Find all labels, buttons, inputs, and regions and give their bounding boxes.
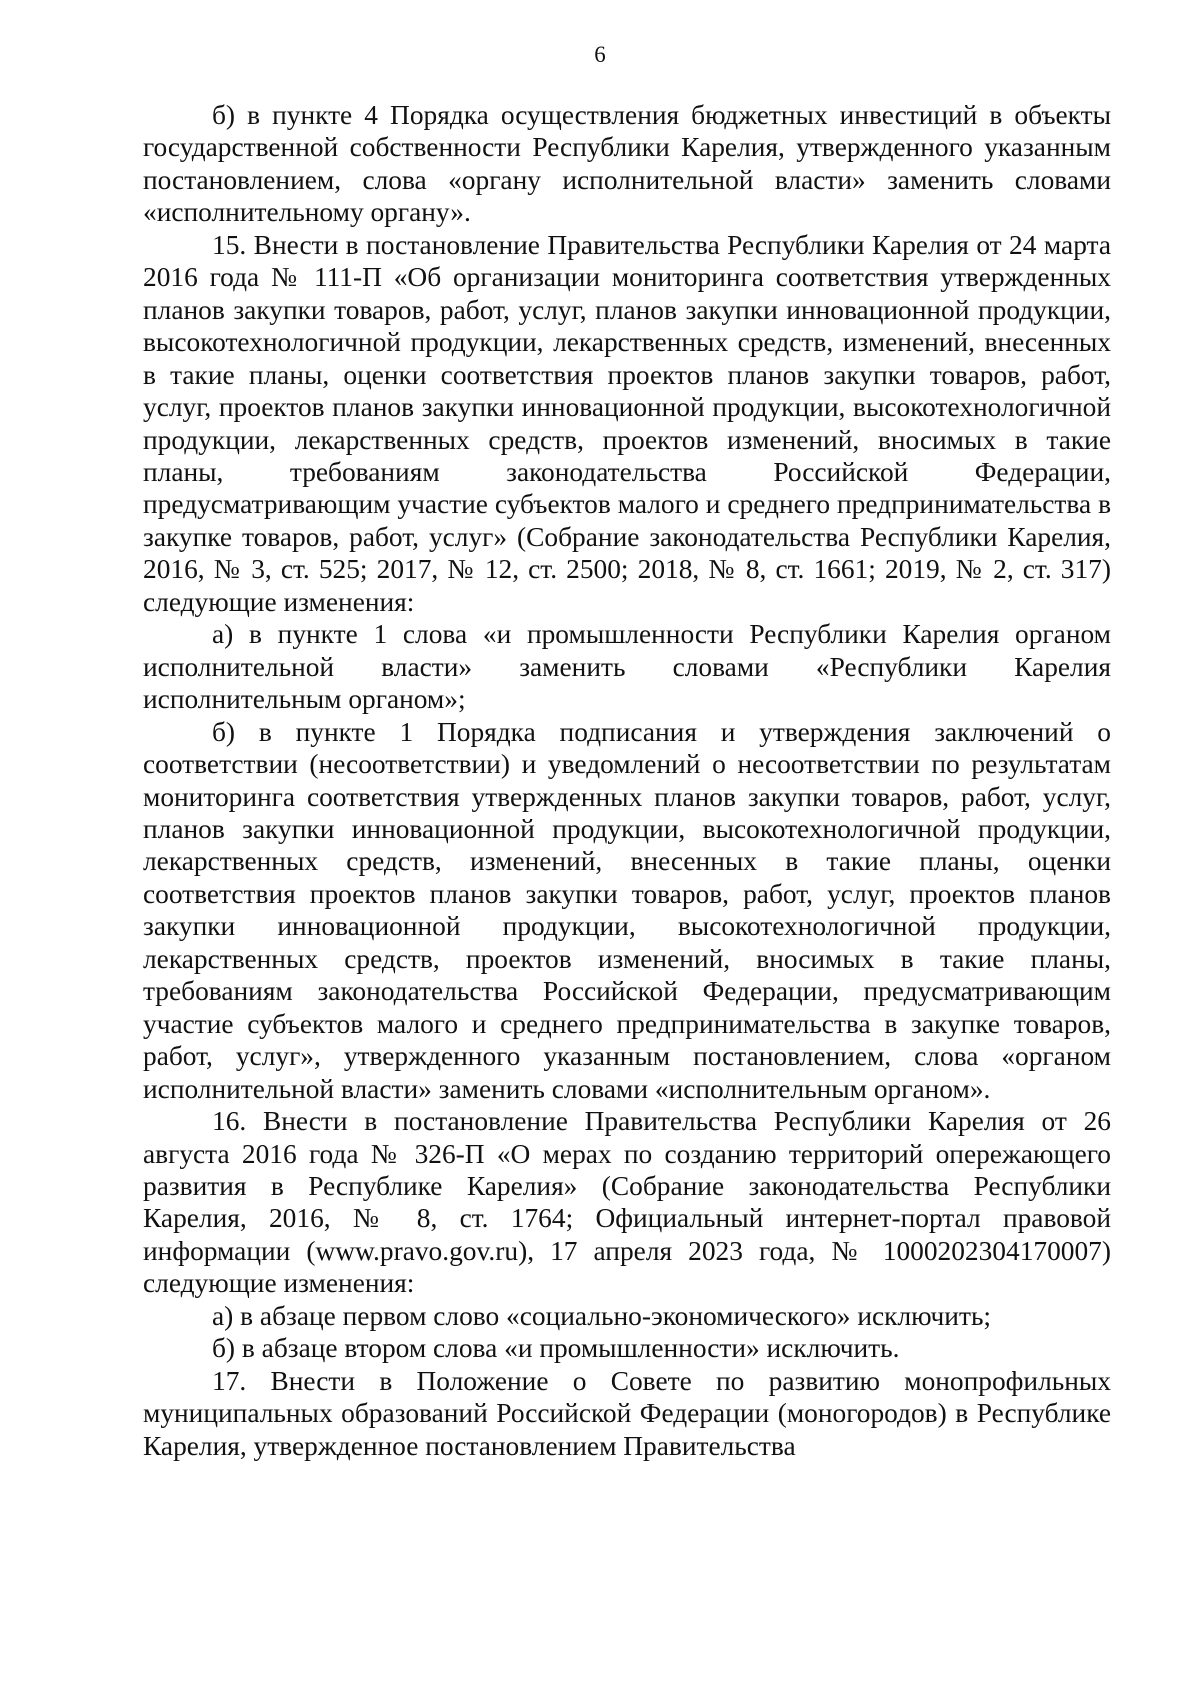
paragraph-16a: а) в абзаце первом слово «социально-экономического» исключить; [212,1300,992,1331]
paragraph-16-intro: 16. Внести в постановление Правительства Республики Карелия от 26 августа 2016 года № 326-П «О мерах по созданию территорий опережающего развития в Республике Карелия» (Собрание законодательства Республики Карелия, 2016, № 8, ст. 1764; Официальный интернет-портал правовой информации (www.pravo.gov.ru), 17 апреля 2023 года, № 1000202304170007) следующие изменения: [143,1106,1111,1299]
paragraph-14b-budget-investments: б) в пункте 4 Порядка осуществления бюджетных инвестиций в объекты государственной собственности Республики Карелия, утвержденного указанным постановлением, слова «органу исполнительной власти» заменить словами «исполнительному органу». [143,100,1111,228]
paragraph-15b: б) в пункте 1 Порядка подписания и утверждения заключений о соответствии (несоответствии) и уведомлений о несоответствии по результатам мониторинга соответствия утвержденных планов закупки товаров, работ, услуг, планов закупки инновационной продукции, высокотехнологичной продукции, лекарственных средств, изменений, внесенных в такие планы, оценки соответствия проектов планов закупки товаров, работ, услуг, проектов планов закупки инновационной продукции, высокотехнологичной продукции, лекарственных средств, проектов изменений, вносимых в такие планы, требованиям законодательства Российской Федерации, предусматривающим участие субъектов малого и среднего предпринимательства в закупке товаров, работ, услуг», утвержденного указанным постановлением, слова «органом исполнительной власти» заменить словами «исполнительным органом». [143,716,1111,1104]
paragraph-15a: а) в пункте 1 слова «и промышленности Республики Карелия органом исполнительной власти» заменить словами «Республики Карелия исполнительным органом»; [143,619,1111,715]
document-body [143,99,1111,1462]
page-number: 6 [594,42,606,67]
paragraph-15-intro: 15. Внести в постановление Правительства Республики Карелия от 24 марта 2016 года № 111-П «Об организации мониторинга соответствия утвержденных планов закупки товаров, работ, услуг, планов закупки инновационной продукции, высокотехнологичной продукции, лекарственных средств, изменений, внесенных в такие планы, оценки соответствия проектов планов закупки товаров, работ, услуг, проектов планов закупки инновационной продукции, высокотехнологичной продукции, лекарственных средств, проектов изменений, вносимых в такие планы, требованиям законодательства Российской Федерации, предусматривающим участие субъектов малого и среднего предпринимательства в закупке товаров, работ, услуг» (Собрание законодательства Республики Карелия, 2016, № 3, ст. 525; 2017, № 12, ст. 2500; 2018, № 8, ст. 1661; 2019, № 2, ст. 317) следующие изменения: [143,229,1111,617]
paragraph-17-intro: 17. Внести в Положение о Совете по развитию монопрофильных муниципальных образований Российской Федерации (моногородов) в Республике Карелия, утвержденное постановлением Правительства [143,1365,1111,1461]
paragraph-16b: б) в абзаце втором слова «и промышленности» исключить. [212,1333,900,1364]
